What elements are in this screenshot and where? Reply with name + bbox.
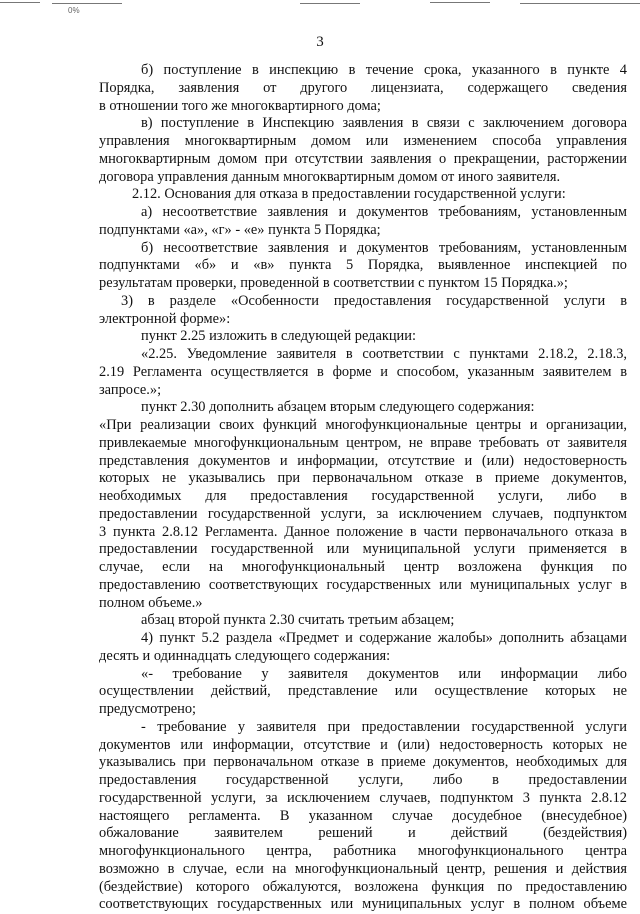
text-line: 2.12. Основания для отказа в предоставлении государственной услуги:: [132, 186, 566, 203]
text-line: настоящего регламента. В указанном случае досудебное (внесудебное): [99, 807, 627, 824]
text-line: которых не указывались при первоначальном отказе в приеме документов,: [99, 470, 627, 487]
text-line: в) поступление в Инспекцию заявления в связи с заключением договора: [141, 115, 627, 132]
text-line: Порядка, заявления от другого лицензиата, содержащего сведения: [99, 79, 627, 96]
text-line: «2.25. Уведомление заявителя в соответствии с пунктами 2.18.2, 2.18.3,: [141, 346, 627, 362]
text-line: подпунктами «б» и «в» пункта 5 Порядка, выявленное инспекцией по: [99, 257, 627, 274]
text-line: абзац второй пункта 2.30 считать третьим абзацем;: [141, 612, 455, 629]
text-line: 3) в разделе «Особенности предоставления государственной услуги в: [121, 292, 627, 309]
text-line: (бездействие) которого обжалуются, возложена функция по предоставлению: [99, 878, 627, 895]
text-line: подпунктами «а», «г» - «е» пункта 5 Порядка;: [99, 221, 381, 238]
text-line: многофункционального центра, работника многофункционального центра: [99, 843, 627, 859]
scan-header-artifact: [0, 0, 640, 14]
text-line: пункт 2.30 дополнить абзацем вторым следующего содержания:: [141, 399, 535, 416]
text-line: соответствующих государственных или муниципальных услуг в полном объеме: [99, 896, 627, 913]
text-line: полном объеме.»: [99, 594, 203, 611]
text-line: случае, если на многофункциональный центр возложена функция по: [99, 559, 627, 575]
text-line: 4) пункт 5.2 раздела «Предмет и содержание жалобы» дополнить абзацами: [141, 630, 627, 646]
text-line: десять и одиннадцать следующего содержания:: [99, 647, 391, 664]
text-line: государственной услуги, за исключением случаев, подпунктом 3 пункта 2.8.12: [99, 789, 627, 806]
text-line: привлекаемые многофункциональным центром, не вправе требовать от заявителя: [99, 434, 627, 451]
text-line: запросе.»;: [99, 381, 162, 398]
scan-mark: 0%: [68, 6, 80, 15]
text-line: 2.19 Регламента осуществляется в форме и способом, указанным заявителем в: [99, 363, 627, 380]
text-line: предоставлению соответствующих государственных или муниципальных услуг в: [99, 576, 627, 593]
text-line: возможно в случае, если на многофункциональный центр, решения и действия: [99, 860, 627, 877]
text-line: пункт 2.25 изложить в следующей редакции:: [141, 328, 416, 345]
text-line: 3 пункта 2.8.12 Регламента. Данное положение в части первоначального отказа в: [99, 523, 627, 540]
text-line: предоставления государственной услуги, либо в предоставлении: [99, 772, 627, 788]
text-line: осуществлении действий, представление или осуществление которых не: [99, 683, 627, 700]
text-line: - требование у заявителя при предоставлении государственной услуги: [141, 718, 627, 735]
page-number: 3: [316, 34, 324, 50]
text-line: предоставлении государственной или муниципальной услуги применяется в: [99, 541, 627, 558]
text-line: б) поступление в инспекцию в течение срока, указанного в пункте 4: [141, 62, 627, 78]
text-line: предоставлении государственной услуги, за исключением случаев, подпунктом: [99, 505, 627, 522]
text-line: договора управления данным многоквартирным домом от иного заявителя.: [99, 168, 561, 185]
text-line: «При реализации своих функций многофункциональные центры и организации,: [99, 417, 627, 433]
document-body: [99, 62, 627, 914]
text-line: а) несоответствие заявления и документов требованиям, установленным: [141, 204, 627, 220]
text-line: необходимых для предоставления государственной услуги, либо в: [99, 488, 627, 504]
text-line: в отношении того же многоквартирного дома;: [99, 97, 381, 114]
text-line: многоквартирным домом при отсутствии заявления о прекращении, расторжении: [99, 150, 627, 167]
text-line: «- требование у заявителя документов или информации либо: [141, 665, 627, 682]
text-line: документов или информации, отсутствие и (или) недостоверность которых не: [99, 736, 627, 753]
text-line: обжалование заявителем решений и действий (бездействия): [99, 825, 627, 842]
text-line: указывались при первоначальном отказе в приеме документов, необходимых для: [99, 754, 627, 771]
text-line: представления документов и информации, отсутствие и (или) недостоверность: [99, 452, 627, 469]
text-line: результатам проверки, проведенной в соответствии с пунктом 15 Порядка.»;: [99, 275, 568, 291]
text-line: предусмотрено;: [99, 701, 197, 717]
text-line: электронной форме»:: [99, 310, 231, 327]
text-line: управления многоквартирным домом или изменением способа управления: [99, 133, 627, 149]
text-line: б) несоответствие заявления и документов требованиям, установленным: [141, 239, 627, 256]
